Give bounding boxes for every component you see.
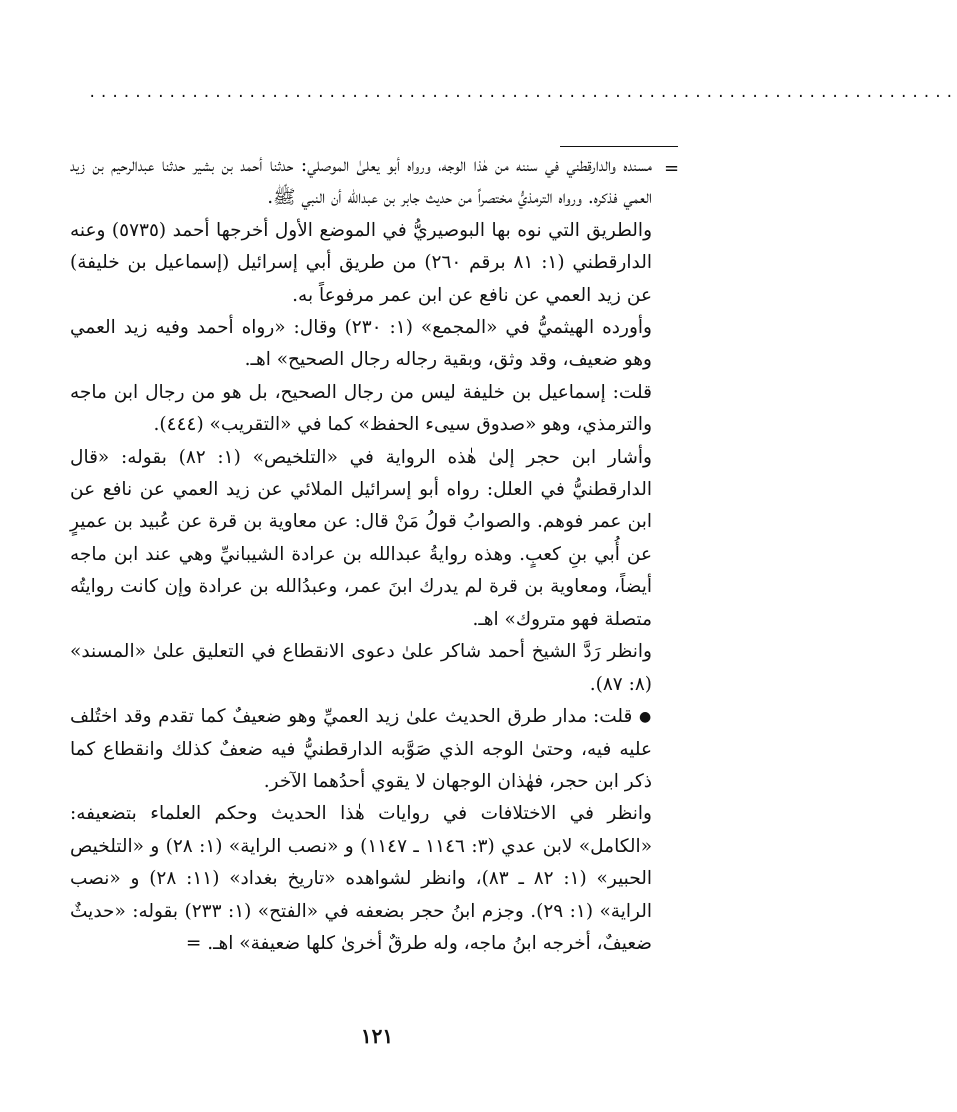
bullet-icon: ● <box>639 708 653 725</box>
paragraph-8: وانظر في الاختلافات في روايات هٰذا الحديث وحكم العلماء بتضعيفه: «الكامل» لابن عدي (٣: ١١٤٦ ـ ١١٤٧) و «نصب الراية» (١: ٢٨) و «التلخيص الحبير» (١: ٨٢ ـ ٨٣)، وانظر لشواهده «تاريخ بغداد» (١١: ٢٨) و «نصب الراية» (١: ٢٩). وجزم ابنُ حجر بضعفه في «الفتح» (١: ٢٣٣) بقوله: «حديثٌ ضعيفٌ، أخرجه ابنُ ماجه، وله طرقٌ أخرىٰ كلها ضعيفة» اهـ. = <box>70 803 653 954</box>
paragraph-6: وانظر رَدَّ الشيخ أحمد شاكر علىٰ دعوى الانقطاع في التعليق علىٰ «المسند» (٨: ٨٧). <box>70 641 652 695</box>
paragraph-3: وأورده الهيثميُّ في «المجمع» (١: ٢٣٠) وقال: «رواه أحمد وفيه زيد العمي وهو ضعيف، وقد وثق، وبقية رجاله رجال الصحيح» اهـ. <box>70 317 652 371</box>
paragraph-5: وأشار ابن حجر إلىٰ هٰذه الرواية في «التلخيص» (١: ٨٢) بقوله: «قال الدارقطنيُّ في العلل: رواه أبو إسرائيل الملائي عن زيد العمي عن نافع عن ابن عمر فوهم. والصوابُ قولُ مَنْ قال: عن معاوية بن قرة عن عُبيد بن عميرٍ عن أُبي بنِ كعبٍ. وهذه روايةُ عبدالله بن عرادة الشيبانيِّ وهي عند ابن ماجه أيضاً، ومعاوية بن قرة لم يدرك ابنَ عمر، وعبدُالله بن عرادة وإن كانت روايتُه متصلة فهو متروك» اهـ. <box>70 446 652 630</box>
page-number: ١٢١ <box>360 1024 394 1048</box>
paragraph-7 <box>70 701 652 798</box>
paragraph-1: مسنده والدارقطني في سننه من هٰذا الوجه، ورواه أبو يعلىٰ الموصلي: حدثنا أحمد بن بشير حدثنا عبدالرحيم بن زيد العمي فذكره. ورواه الترمذيُّ مختصراً من حديث جابر بن عبدالله أن النبي ﷺ. <box>70 155 652 209</box>
dotted-separator: ............................................................................ <box>88 85 957 101</box>
paragraph-4: قلت: إسماعيل بن خليفة ليس من رجال الصحيح، بل هو من رجال ابن ماجه والترمذي، وهو «صدوق سيىء الحفظ» كما في «التقريب» (٤٤٤). <box>70 381 652 436</box>
paragraph-2: والطريق التي نوه بها البوصيريُّ في الموضع الأول أخرجها أحمد (٥٧٣٥) وعنه الدارقطني (١: ٨١ برقم ٢٦٠) من طريق أبي إسرائيل (إسماعيل بن خليفة) عن زيد العمي عن نافع عن ابن عمر مرفوعاً به. <box>70 219 653 306</box>
footnote-rule <box>560 146 678 147</box>
continuation-mark: = <box>664 158 680 179</box>
paragraph-7-text: قلت: مدار طرق الحديث علىٰ زيد العميِّ وهو ضعيفٌ كما تقدم وقد اختُلف عليه فيه، وحتىٰ الوجه الذي صَوَّبه الدارقطنيُّ فيه ضعفٌ كذلك وانقطاع كما ذكر ابن حجر، فهٰذان الوجهان لا يقوي أحدُهما الآخر. <box>70 706 652 792</box>
footnote-text <box>70 150 652 960</box>
